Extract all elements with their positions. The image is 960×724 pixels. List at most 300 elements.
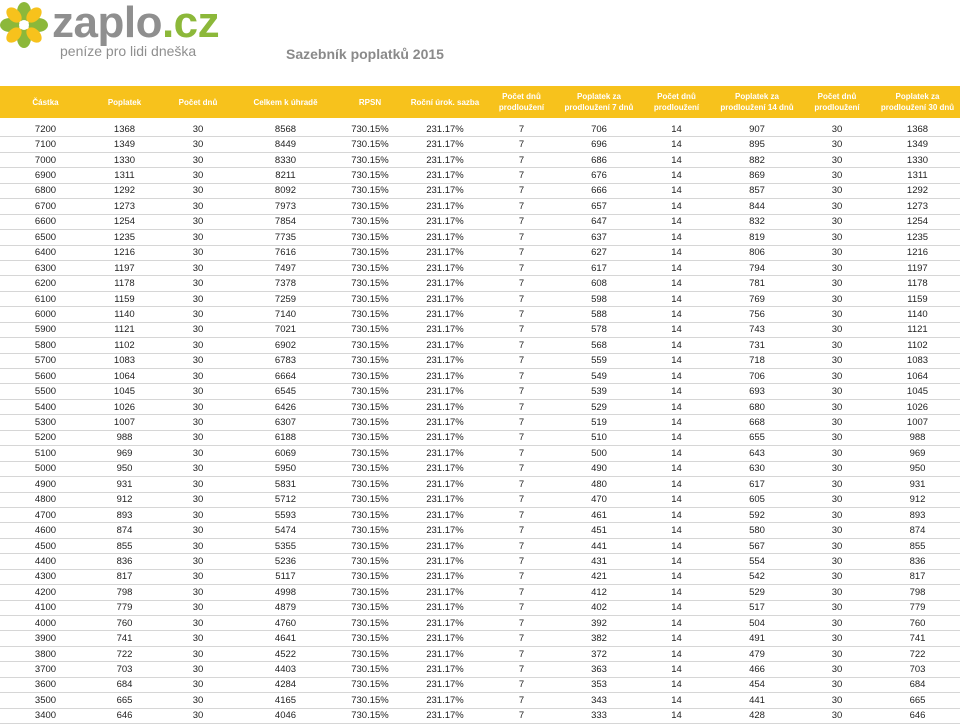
table-cell: 30 xyxy=(799,122,875,137)
table-row xyxy=(0,338,960,353)
table-cell: 6307 xyxy=(238,415,333,430)
table-row xyxy=(0,291,960,306)
table-row xyxy=(0,461,960,476)
table-cell: 30 xyxy=(799,338,875,353)
table-cell: 7 xyxy=(483,152,560,167)
table-row xyxy=(0,183,960,198)
table-cell: 4998 xyxy=(238,585,333,600)
table-cell: 730.15% xyxy=(333,199,407,214)
table-cell: 7 xyxy=(483,276,560,291)
table-cell: 470 xyxy=(560,492,638,507)
table-cell: 5200 xyxy=(0,430,91,445)
table-cell: 7 xyxy=(483,122,560,137)
table-cell: 14 xyxy=(638,230,715,245)
table-cell: 14 xyxy=(638,507,715,522)
table-cell: 231.17% xyxy=(407,399,483,414)
table-cell: 14 xyxy=(638,693,715,708)
table-cell: 637 xyxy=(560,230,638,245)
table-cell: 7200 xyxy=(0,122,91,137)
table-cell: 7 xyxy=(483,230,560,245)
table-cell: 6000 xyxy=(0,307,91,322)
table-cell: 7140 xyxy=(238,307,333,322)
table-cell: 431 xyxy=(560,554,638,569)
table-cell: 844 xyxy=(715,199,799,214)
table-cell: 6069 xyxy=(238,446,333,461)
table-cell: 617 xyxy=(560,260,638,275)
table-cell: 353 xyxy=(560,677,638,692)
table-cell: 657 xyxy=(560,199,638,214)
table-cell: 1140 xyxy=(875,307,960,322)
table-cell: 730.15% xyxy=(333,245,407,260)
table-cell: 5100 xyxy=(0,446,91,461)
table-cell: 730.15% xyxy=(333,507,407,522)
table-cell: 7973 xyxy=(238,199,333,214)
table-cell: 231.17% xyxy=(407,369,483,384)
table-cell: 781 xyxy=(715,276,799,291)
table-cell: 7 xyxy=(483,338,560,353)
table-cell: 3500 xyxy=(0,693,91,708)
table-cell: 1007 xyxy=(91,415,158,430)
table-row xyxy=(0,693,960,708)
table-cell: 231.17% xyxy=(407,415,483,430)
table-cell: 30 xyxy=(158,569,238,584)
table-row xyxy=(0,245,960,260)
table-cell: 1254 xyxy=(875,214,960,229)
table-cell: 8330 xyxy=(238,152,333,167)
brand-logo xyxy=(0,0,230,62)
table-cell: 30 xyxy=(799,322,875,337)
table-cell: 4403 xyxy=(238,662,333,677)
table-cell: 630 xyxy=(715,461,799,476)
table-cell: 231.17% xyxy=(407,137,483,152)
table-cell: 30 xyxy=(799,708,875,723)
table-cell: 554 xyxy=(715,554,799,569)
table-cell: 730.15% xyxy=(333,554,407,569)
table-cell: 741 xyxy=(91,631,158,646)
table-row xyxy=(0,492,960,507)
table-cell: 730.15% xyxy=(333,168,407,183)
table-cell: 730.15% xyxy=(333,446,407,461)
table-cell: 7854 xyxy=(238,214,333,229)
table-cell: 30 xyxy=(158,307,238,322)
table-cell: 7 xyxy=(483,415,560,430)
table-cell: 5355 xyxy=(238,538,333,553)
table-cell: 1140 xyxy=(91,307,158,322)
table-row xyxy=(0,507,960,522)
table-cell: 5400 xyxy=(0,399,91,414)
table-cell: 1235 xyxy=(875,230,960,245)
table-cell: 7 xyxy=(483,616,560,631)
table-cell: 4400 xyxy=(0,554,91,569)
table-cell: 14 xyxy=(638,446,715,461)
table-cell: 730.15% xyxy=(333,276,407,291)
table-cell: 779 xyxy=(91,600,158,615)
table-cell: 30 xyxy=(158,276,238,291)
table-cell: 6664 xyxy=(238,369,333,384)
table-cell: 1007 xyxy=(875,415,960,430)
table-cell: 4879 xyxy=(238,600,333,615)
table-cell: 30 xyxy=(158,554,238,569)
table-cell: 1159 xyxy=(875,291,960,306)
table-cell: 605 xyxy=(715,492,799,507)
table-cell: 6426 xyxy=(238,399,333,414)
table-cell: 363 xyxy=(560,662,638,677)
table-cell: 893 xyxy=(875,507,960,522)
table-cell: 392 xyxy=(560,616,638,631)
table-cell: 30 xyxy=(799,214,875,229)
table-cell: 931 xyxy=(91,477,158,492)
table-cell: 578 xyxy=(560,322,638,337)
table-cell: 231.17% xyxy=(407,477,483,492)
table-cell: 855 xyxy=(875,538,960,553)
table-cell: 798 xyxy=(875,585,960,600)
table-cell: 794 xyxy=(715,260,799,275)
table-cell: 231.17% xyxy=(407,122,483,137)
brand-tagline: peníze pro lidi dneška xyxy=(60,43,197,59)
table-cell: 231.17% xyxy=(407,168,483,183)
table-cell: 7 xyxy=(483,554,560,569)
table-cell: 655 xyxy=(715,430,799,445)
table-cell: 466 xyxy=(715,662,799,677)
table-cell: 907 xyxy=(715,122,799,137)
table-cell: 30 xyxy=(799,477,875,492)
table-cell: 30 xyxy=(158,492,238,507)
table-row xyxy=(0,631,960,646)
table-cell: 14 xyxy=(638,585,715,600)
table-cell: 14 xyxy=(638,554,715,569)
table-cell: 7 xyxy=(483,631,560,646)
table-cell: 7 xyxy=(483,245,560,260)
table-cell: 4100 xyxy=(0,600,91,615)
table-cell: 30 xyxy=(158,677,238,692)
table-cell: 231.17% xyxy=(407,662,483,677)
table-cell: 1178 xyxy=(91,276,158,291)
table-cell: 441 xyxy=(715,693,799,708)
table-row xyxy=(0,662,960,677)
column-header: Počet dnů prodloužení xyxy=(814,92,860,112)
table-cell: 231.17% xyxy=(407,646,483,661)
table-cell: 14 xyxy=(638,616,715,631)
table-cell: 731 xyxy=(715,338,799,353)
table-cell: 1102 xyxy=(91,338,158,353)
table-cell: 1197 xyxy=(91,260,158,275)
table-cell: 743 xyxy=(715,322,799,337)
table-cell: 7000 xyxy=(0,152,91,167)
table-row xyxy=(0,569,960,584)
table-cell: 7 xyxy=(483,183,560,198)
table-cell: 6100 xyxy=(0,291,91,306)
table-cell: 6600 xyxy=(0,214,91,229)
table-cell: 7 xyxy=(483,477,560,492)
table-cell: 8092 xyxy=(238,183,333,198)
table-cell: 30 xyxy=(799,384,875,399)
table-cell: 3700 xyxy=(0,662,91,677)
table-cell: 30 xyxy=(158,230,238,245)
column-header: Počet dnů xyxy=(178,97,218,107)
table-cell: 30 xyxy=(799,199,875,214)
table-cell: 817 xyxy=(875,569,960,584)
table-cell: 231.17% xyxy=(407,569,483,584)
table-cell: 30 xyxy=(158,152,238,167)
table-cell: 988 xyxy=(91,430,158,445)
table-cell: 1273 xyxy=(875,199,960,214)
table-cell: 643 xyxy=(715,446,799,461)
table-cell: 30 xyxy=(158,538,238,553)
table-cell: 730.15% xyxy=(333,369,407,384)
table-cell: 1292 xyxy=(875,183,960,198)
table-cell: 4000 xyxy=(0,616,91,631)
table-cell: 30 xyxy=(799,245,875,260)
table-cell: 14 xyxy=(638,631,715,646)
table-row xyxy=(0,122,960,137)
table-cell: 950 xyxy=(91,461,158,476)
table-cell: 730.15% xyxy=(333,183,407,198)
table-cell: 6500 xyxy=(0,230,91,245)
table-cell: 30 xyxy=(799,492,875,507)
table-cell: 7 xyxy=(483,492,560,507)
table-cell: 4522 xyxy=(238,646,333,661)
table-cell: 412 xyxy=(560,585,638,600)
table-cell: 5593 xyxy=(238,507,333,522)
table-cell: 895 xyxy=(715,137,799,152)
table-cell: 231.17% xyxy=(407,446,483,461)
table-cell: 760 xyxy=(875,616,960,631)
table-cell: 969 xyxy=(875,446,960,461)
table-cell: 6783 xyxy=(238,353,333,368)
table-cell: 14 xyxy=(638,369,715,384)
table-cell: 14 xyxy=(638,708,715,723)
table-cell: 592 xyxy=(715,507,799,522)
table-cell: 7378 xyxy=(238,276,333,291)
table-cell: 6800 xyxy=(0,183,91,198)
table-cell: 7 xyxy=(483,523,560,538)
table-row xyxy=(0,708,960,723)
table-cell: 874 xyxy=(91,523,158,538)
table-cell: 7 xyxy=(483,399,560,414)
table-row xyxy=(0,168,960,183)
table-cell: 30 xyxy=(799,353,875,368)
table-cell: 14 xyxy=(638,276,715,291)
table-cell: 7 xyxy=(483,430,560,445)
table-cell: 451 xyxy=(560,523,638,538)
table-cell: 4284 xyxy=(238,677,333,692)
table-cell: 912 xyxy=(875,492,960,507)
table-cell: 30 xyxy=(158,585,238,600)
table-cell: 30 xyxy=(158,199,238,214)
table-cell: 7 xyxy=(483,307,560,322)
table-cell: 4800 xyxy=(0,492,91,507)
table-cell: 1159 xyxy=(91,291,158,306)
table-cell: 779 xyxy=(875,600,960,615)
table-cell: 510 xyxy=(560,430,638,445)
table-cell: 30 xyxy=(158,461,238,476)
table-cell: 6900 xyxy=(0,168,91,183)
table-row xyxy=(0,322,960,337)
table-cell: 421 xyxy=(560,569,638,584)
table-cell: 14 xyxy=(638,152,715,167)
table-cell: 231.17% xyxy=(407,338,483,353)
table-cell: 6902 xyxy=(238,338,333,353)
table-row xyxy=(0,600,960,615)
table-cell: 231.17% xyxy=(407,230,483,245)
table-cell: 730.15% xyxy=(333,693,407,708)
table-cell: 14 xyxy=(638,322,715,337)
table-cell: 668 xyxy=(715,415,799,430)
brand-name: zaplo.cz xyxy=(52,0,220,47)
table-cell: 343 xyxy=(560,693,638,708)
table-cell: 30 xyxy=(158,646,238,661)
table-cell: 4500 xyxy=(0,538,91,553)
table-row xyxy=(0,446,960,461)
table-cell: 428 xyxy=(715,708,799,723)
table-cell: 14 xyxy=(638,430,715,445)
table-cell: 1216 xyxy=(91,245,158,260)
table-cell: 760 xyxy=(91,616,158,631)
table-cell: 479 xyxy=(715,646,799,661)
table-cell: 598 xyxy=(560,291,638,306)
column-header: Poplatek za prodloužení 14 dnů xyxy=(720,92,794,112)
table-cell: 30 xyxy=(158,260,238,275)
table-cell: 5000 xyxy=(0,461,91,476)
table-row xyxy=(0,430,960,445)
table-cell: 231.17% xyxy=(407,199,483,214)
table-cell: 4700 xyxy=(0,507,91,522)
table-cell: 1235 xyxy=(91,230,158,245)
table-cell: 5600 xyxy=(0,369,91,384)
table-cell: 5900 xyxy=(0,322,91,337)
table-cell: 1121 xyxy=(875,322,960,337)
table-cell: 706 xyxy=(715,369,799,384)
table-cell: 665 xyxy=(91,693,158,708)
table-cell: 666 xyxy=(560,183,638,198)
table-cell: 869 xyxy=(715,168,799,183)
table-cell: 874 xyxy=(875,523,960,538)
table-cell: 730.15% xyxy=(333,353,407,368)
table-cell: 756 xyxy=(715,307,799,322)
table-cell: 30 xyxy=(158,369,238,384)
table-cell: 14 xyxy=(638,183,715,198)
table-cell: 7 xyxy=(483,369,560,384)
table-cell: 4900 xyxy=(0,477,91,492)
table-row xyxy=(0,230,960,245)
table-cell: 769 xyxy=(715,291,799,306)
table-cell: 1368 xyxy=(875,122,960,137)
table-cell: 30 xyxy=(158,477,238,492)
table-cell: 454 xyxy=(715,677,799,692)
table-cell: 30 xyxy=(158,183,238,198)
table-cell: 30 xyxy=(799,291,875,306)
table-cell: 4165 xyxy=(238,693,333,708)
table-cell: 1045 xyxy=(875,384,960,399)
table-cell: 1026 xyxy=(91,399,158,414)
table-cell: 231.17% xyxy=(407,152,483,167)
table-cell: 8211 xyxy=(238,168,333,183)
table-cell: 819 xyxy=(715,230,799,245)
table-cell: 741 xyxy=(875,631,960,646)
table-cell: 730.15% xyxy=(333,152,407,167)
table-cell: 14 xyxy=(638,538,715,553)
table-cell: 231.17% xyxy=(407,245,483,260)
table-cell: 7 xyxy=(483,569,560,584)
table-cell: 730.15% xyxy=(333,137,407,152)
table-cell: 30 xyxy=(799,430,875,445)
table-row xyxy=(0,384,960,399)
table-cell: 5831 xyxy=(238,477,333,492)
table-row xyxy=(0,214,960,229)
table-cell: 30 xyxy=(158,122,238,137)
table-cell: 7 xyxy=(483,538,560,553)
table-cell: 6700 xyxy=(0,199,91,214)
table-cell: 14 xyxy=(638,260,715,275)
table-cell: 1216 xyxy=(875,245,960,260)
column-header: Poplatek xyxy=(107,97,142,107)
table-cell: 30 xyxy=(158,430,238,445)
table-cell: 730.15% xyxy=(333,631,407,646)
table-cell: 231.17% xyxy=(407,708,483,723)
table-cell: 7497 xyxy=(238,260,333,275)
table-cell: 231.17% xyxy=(407,384,483,399)
table-cell: 231.17% xyxy=(407,291,483,306)
table-cell: 1273 xyxy=(91,199,158,214)
table-cell: 696 xyxy=(560,137,638,152)
table-cell: 6188 xyxy=(238,430,333,445)
table-cell: 231.17% xyxy=(407,631,483,646)
table-cell: 836 xyxy=(875,554,960,569)
table-cell: 7 xyxy=(483,322,560,337)
table-cell: 30 xyxy=(158,399,238,414)
table-cell: 1197 xyxy=(875,260,960,275)
table-cell: 676 xyxy=(560,168,638,183)
table-cell: 30 xyxy=(799,662,875,677)
table-row xyxy=(0,646,960,661)
table-cell: 1102 xyxy=(875,338,960,353)
table-cell: 30 xyxy=(799,507,875,522)
table-cell: 730.15% xyxy=(333,492,407,507)
table-cell: 549 xyxy=(560,369,638,384)
table-cell: 730.15% xyxy=(333,662,407,677)
table-cell: 14 xyxy=(638,415,715,430)
table-cell: 231.17% xyxy=(407,600,483,615)
table-cell: 30 xyxy=(799,369,875,384)
table-cell: 30 xyxy=(158,322,238,337)
table-cell: 7100 xyxy=(0,137,91,152)
table-cell: 30 xyxy=(158,168,238,183)
table-row xyxy=(0,152,960,167)
table-cell: 730.15% xyxy=(333,430,407,445)
table-cell: 5712 xyxy=(238,492,333,507)
table-cell: 7 xyxy=(483,600,560,615)
table-cell: 6545 xyxy=(238,384,333,399)
column-header: Poplatek za prodloužení 7 dnů xyxy=(564,92,634,112)
table-cell: 402 xyxy=(560,600,638,615)
table-cell: 4200 xyxy=(0,585,91,600)
table-cell: 5474 xyxy=(238,523,333,538)
table-cell: 647 xyxy=(560,214,638,229)
table-cell: 30 xyxy=(158,446,238,461)
table-cell: 1121 xyxy=(91,322,158,337)
table-cell: 14 xyxy=(638,384,715,399)
table-cell: 231.17% xyxy=(407,677,483,692)
table-cell: 30 xyxy=(799,523,875,538)
table-cell: 730.15% xyxy=(333,538,407,553)
table-row xyxy=(0,260,960,275)
table-cell: 4600 xyxy=(0,523,91,538)
table-cell: 14 xyxy=(638,600,715,615)
fee-table xyxy=(0,86,960,724)
table-cell: 441 xyxy=(560,538,638,553)
table-cell: 5800 xyxy=(0,338,91,353)
column-header: Celkem k úhradě xyxy=(253,97,318,107)
